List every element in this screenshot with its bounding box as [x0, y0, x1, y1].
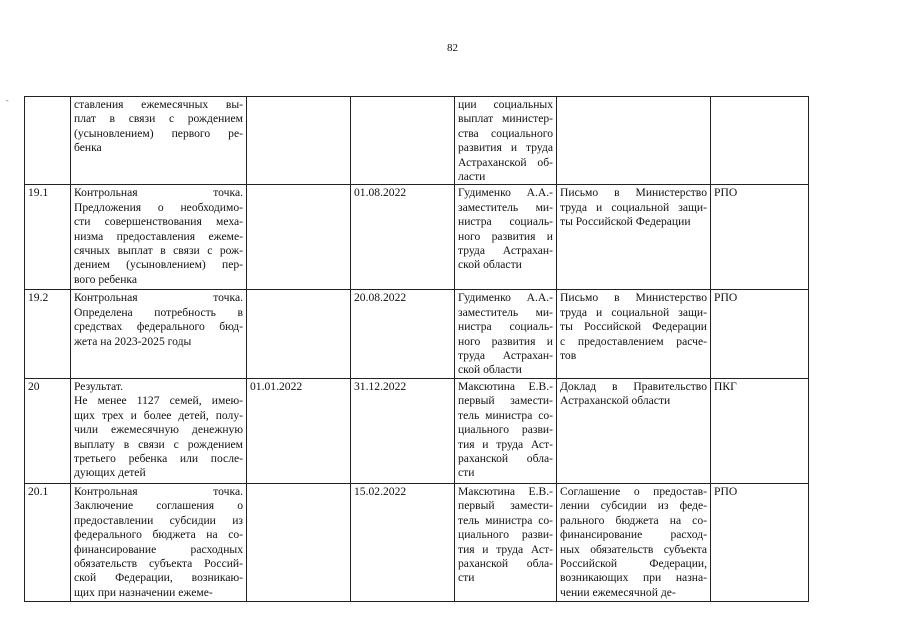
cell-doc-line: Соглашение о предостав-: [560, 484, 707, 498]
cell-end: [351, 483, 455, 601]
cell-name-line: обязательств субъекта Россий-: [74, 556, 243, 570]
cell-name-line: жета на 2023-2025 годы: [74, 334, 192, 348]
cell-doc-line: Доклад в Правительство: [560, 379, 707, 393]
cell-resp-line: тель министра со-: [458, 408, 553, 422]
cell-name-line: Не менее 1127 семей, имею-: [74, 394, 243, 408]
cell-num: [25, 378, 71, 483]
cell-level: [711, 185, 809, 290]
cell-resp-line: циального разви-: [458, 528, 553, 542]
cell-doc-line: Российской Федерации,: [560, 556, 707, 570]
cell-doc-line: Письмо в Министерство: [560, 186, 707, 200]
cell-end-text: 31.12.2022: [354, 379, 407, 393]
cell-resp-line: Максютина Е.В.-: [458, 379, 553, 393]
cell-name-line: щих трех и более детей, полу-: [74, 408, 243, 422]
cell-start: [247, 378, 351, 483]
cell-doc: [557, 483, 711, 601]
cell-num-text: 20: [28, 379, 40, 393]
cell-name-line: ставления ежемесячных вы-: [74, 98, 243, 111]
cell-doc-line: Письмо в Министерство: [560, 291, 707, 305]
cell-resp-line: ного развития и: [458, 334, 553, 348]
cell-num-text: 19.1: [28, 186, 49, 200]
cell-resp: [455, 185, 557, 290]
cell-level-text: РПО: [714, 186, 738, 200]
cell-doc-line: ты Российской Федерации: [560, 320, 707, 334]
cell-resp: [455, 483, 557, 601]
cell-doc-line: труда и социальной защи-: [560, 305, 707, 319]
cell-num: [25, 290, 71, 378]
cell-name-line: дующих детей: [74, 466, 146, 480]
cell-num: [25, 97, 71, 185]
cell-name-line: выплату в связи с рождением: [74, 437, 243, 451]
plan-table: [24, 96, 809, 602]
cell-resp-line: ного развития и: [458, 229, 553, 243]
cell-name-line: сячных выплат в связи с рож-: [74, 244, 243, 258]
table-row: [25, 290, 809, 378]
cell-start: [247, 185, 351, 290]
cell-name-line: Заключение соглашения о: [74, 499, 243, 513]
cell-name-line: предоставлении субсидии из: [74, 513, 243, 527]
cell-resp-line: тель министра со-: [458, 513, 553, 527]
cell-resp-line: нистра социаль-: [458, 320, 553, 334]
cell-num: [25, 185, 71, 290]
cell-doc-line: Астраханской области: [560, 394, 671, 408]
cell-level: [711, 290, 809, 378]
cell-level: [711, 378, 809, 483]
cell-resp-line: сти: [458, 466, 475, 480]
cell-resp-line: сти: [458, 571, 475, 585]
cell-name-line: третьего ребенка или после-: [74, 451, 243, 465]
cell-name-line: сти совершенствования меха-: [74, 215, 243, 229]
cell-doc-line: чении ежемесячной де-: [560, 585, 676, 599]
cell-doc-line: с предоставлением расче-: [560, 334, 707, 348]
cell-resp-line: ции социальных: [458, 98, 553, 111]
cell-doc: [557, 290, 711, 378]
cell-end-text: 20.08.2022: [354, 291, 407, 305]
cell-resp-line: заместитель ми-: [458, 200, 553, 214]
cell-end: [351, 290, 455, 378]
cell-name-line: дением (усыновлением) пер-: [74, 258, 243, 272]
table-row: [25, 378, 809, 483]
cell-name: [71, 290, 247, 378]
cell-level: [711, 483, 809, 601]
cell-resp-line: труда Астрахан-: [458, 244, 553, 258]
cell-name-line: средствах федерального бюд-: [74, 320, 243, 334]
cell-name-line: Результат.: [74, 379, 123, 393]
cell-name-line: плат в связи с рождением: [74, 112, 243, 126]
cell-name-line: Определена потребность в: [74, 305, 243, 319]
cell-resp-line: заместитель ми-: [458, 305, 553, 319]
cell-name-line: низма предоставления ежеме-: [74, 229, 243, 243]
cell-resp: [455, 97, 557, 185]
cell-end: [351, 185, 455, 290]
cell-level: [711, 97, 809, 185]
cell-resp-line: ской области: [458, 363, 522, 377]
cell-name: [71, 483, 247, 601]
cell-doc-line: возникающих при назна-: [560, 571, 707, 585]
cell-level-text: РПО: [714, 484, 738, 498]
cell-name-line: Контрольная точка.: [74, 291, 243, 305]
cell-resp-line: ства социального: [458, 126, 553, 140]
cell-resp: [455, 378, 557, 483]
table-row: [25, 483, 809, 601]
cell-name-line: ской Федерации, возникаю-: [74, 571, 243, 585]
cell-resp-line: первый замести-: [458, 394, 553, 408]
cell-name-line: Предложения о необходимо-: [74, 200, 243, 214]
margin-mark: -: [6, 96, 9, 105]
cell-end-text: 01.08.2022: [354, 186, 407, 200]
cell-name-line: щих при назначении ежеме-: [74, 585, 213, 599]
cell-doc-line: рального бюджета на со-: [560, 513, 707, 527]
cell-resp-line: раханской обла-: [458, 451, 553, 465]
cell-start-text: 01.01.2022: [250, 379, 303, 393]
cell-resp-line: Гудименко А.А.-: [458, 291, 553, 305]
cell-level-text: РПО: [714, 291, 738, 305]
cell-resp-line: циального разви-: [458, 423, 553, 437]
cell-resp-line: развития и труда: [458, 141, 553, 155]
cell-num-text: 19.2: [28, 291, 49, 305]
cell-resp-line: ской области: [458, 258, 522, 272]
cell-resp-line: Гудименко А.А.-: [458, 186, 553, 200]
cell-name-line: Контрольная точка.: [74, 186, 243, 200]
page-number: 82: [447, 42, 458, 54]
cell-resp: [455, 290, 557, 378]
cell-doc: [557, 97, 711, 185]
cell-end: [351, 378, 455, 483]
cell-name-line: Контрольная точка.: [74, 484, 243, 498]
cell-start: [247, 290, 351, 378]
table-row: [25, 97, 809, 185]
cell-doc-line: ты Российской Федерации: [560, 215, 691, 229]
cell-resp-line: Максютина Е.В.-: [458, 484, 553, 498]
cell-resp-line: тия и труда Аст-: [458, 542, 553, 556]
table-row: [25, 185, 809, 290]
cell-name-line: вого ребенка: [74, 272, 137, 286]
cell-name-line: финансирование расходных: [74, 542, 243, 556]
cell-resp-line: тия и труда Аст-: [458, 437, 553, 451]
cell-resp-line: выплат министер-: [458, 112, 553, 126]
cell-doc: [557, 378, 711, 483]
cell-resp-line: первый замести-: [458, 499, 553, 513]
cell-level-text: ПКГ: [714, 379, 737, 393]
cell-resp-line: Астраханской об-: [458, 155, 553, 169]
cell-name: [71, 97, 247, 185]
cell-name: [71, 378, 247, 483]
cell-doc: [557, 185, 711, 290]
cell-name-line: бенка: [74, 141, 102, 155]
cell-name: [71, 185, 247, 290]
cell-resp-line: раханской обла-: [458, 556, 553, 570]
cell-start: [247, 97, 351, 185]
cell-resp-line: труда Астрахан-: [458, 349, 553, 363]
cell-doc-line: труда и социальной защи-: [560, 200, 707, 214]
cell-resp-line: нистра социаль-: [458, 215, 553, 229]
cell-end: [351, 97, 455, 185]
cell-num-text: 20.1: [28, 484, 49, 498]
cell-name-line: чили ежемесячную денежную: [74, 423, 243, 437]
cell-num: [25, 483, 71, 601]
cell-doc-line: тов: [560, 349, 577, 363]
cell-name-line: (усыновлением) первого ре-: [74, 126, 243, 140]
cell-start: [247, 483, 351, 601]
cell-resp-line: ласти: [458, 170, 486, 184]
cell-doc-line: ных обязательств субъекта: [560, 542, 707, 556]
cell-name-line: федерального бюджета на со-: [74, 528, 243, 542]
cell-doc-line: финансирование расход-: [560, 528, 707, 542]
cell-doc-line: лении субсидии из феде-: [560, 499, 707, 513]
cell-end-text: 15.02.2022: [354, 484, 407, 498]
